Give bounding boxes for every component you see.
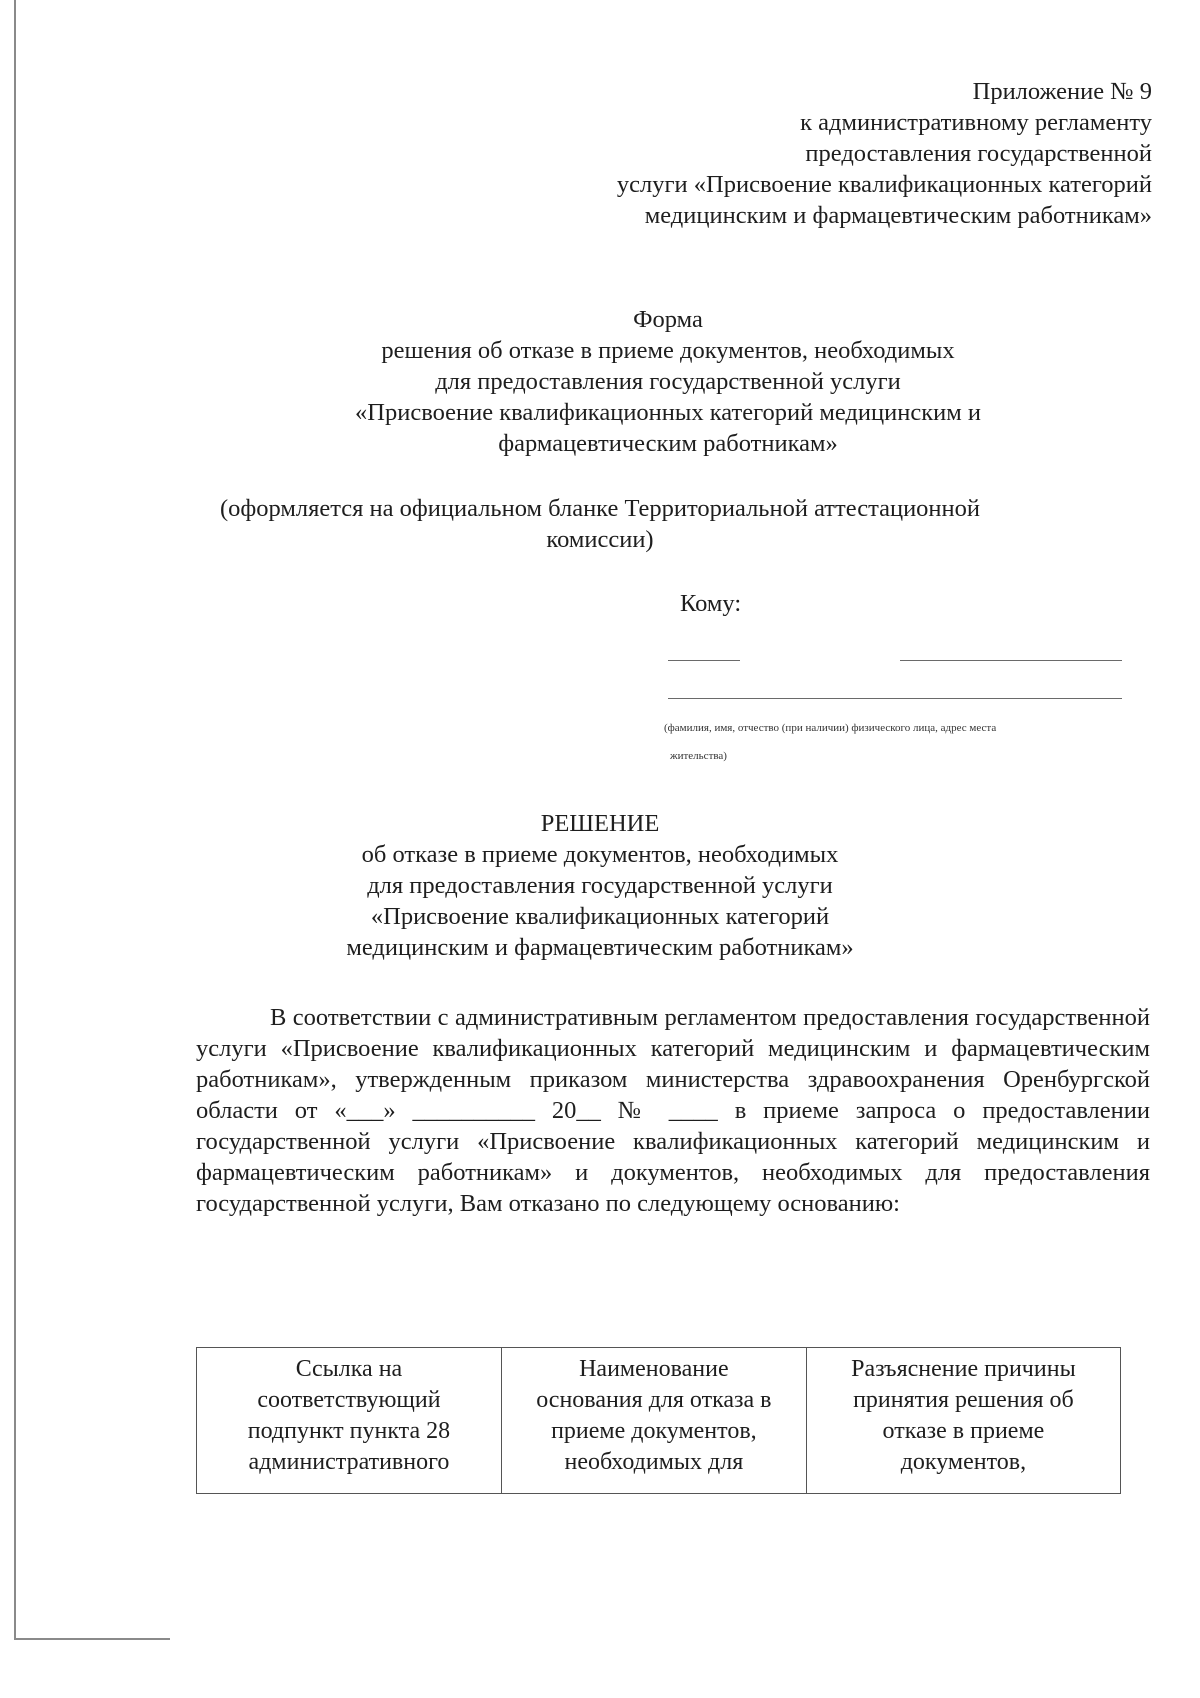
refusal-reasons-table xyxy=(196,1347,1121,1494)
header-cell-line: отказе в приеме xyxy=(882,1418,1045,1444)
appendix-line: Приложение № 9 xyxy=(972,78,1152,105)
recipient-fill-line-2 xyxy=(668,698,1122,699)
table-header-cell xyxy=(501,1348,806,1494)
header-cell-line: приеме документов, xyxy=(551,1418,757,1444)
blank-note-line: комиссии) xyxy=(546,526,654,553)
form-title xyxy=(68,304,1200,459)
blank-note-line: (оформляется на официальном бланке Территориальной аттестационной xyxy=(219,495,981,522)
decision-body-paragraph: В соответствии с административным регламентом предоставления государственной услуги «Присвоение квалификационных категорий медицинским и фармацевтическим работникам», утвержденным приказом министерства здравоохранения Оренбургской области от «___» __________ 20__ № ____ в приеме запроса о предоставлении государственной услуги «Присвоение квалификационных категорий медицинским и фармацевтическим работникам» и документов, необходимых для предоставления государственной услуги, Вам отказано по следующему основанию: xyxy=(196,1004,1150,1217)
header-cell-line: документов, xyxy=(900,1449,1027,1475)
form-title-line: для предоставления государственной услуги xyxy=(435,368,901,395)
recipient-fill-line-1a xyxy=(668,660,740,661)
decision-title-line: «Присвоение квалификационных категорий xyxy=(370,903,830,930)
decision-title-line: для предоставления государственной услуги xyxy=(367,872,833,899)
official-blank-note xyxy=(68,493,1132,555)
form-title-line: фармацевтическим работникам» xyxy=(498,430,838,457)
recipient-caption xyxy=(664,714,1164,770)
recipient-caption-line: (фамилия, имя, отчество (при наличии) физического лица, адрес места xyxy=(664,722,997,734)
header-cell-line: подпункт пункта 28 xyxy=(247,1418,451,1444)
table-header-cell xyxy=(197,1348,502,1494)
appendix-reference xyxy=(392,76,1152,231)
scan-bottom-edge xyxy=(14,1638,170,1640)
decision-title-line: об отказе в приеме документов, необходимых xyxy=(361,841,839,868)
decision-title xyxy=(68,808,1132,963)
header-cell-line: соответствующий xyxy=(257,1387,441,1413)
recipient-caption-line: жительства) xyxy=(670,750,727,762)
appendix-line: услуги «Присвоение квалификационных категорий xyxy=(616,171,1152,198)
decision-title-line: РЕШЕНИЕ xyxy=(540,810,660,837)
header-cell-line: принятия решения об xyxy=(853,1387,1074,1413)
table-header-row xyxy=(197,1348,1121,1494)
decision-title-line: медицинским и фармацевтическим работникам» xyxy=(346,934,854,961)
recipient-label: Кому: xyxy=(680,590,742,617)
header-cell-line: необходимых для xyxy=(564,1449,744,1475)
form-title-line: Форма xyxy=(633,306,703,333)
form-title-line: решения об отказе в приеме документов, необходимых xyxy=(381,337,955,364)
header-cell-line: административного xyxy=(248,1449,450,1475)
appendix-line: к административному регламенту xyxy=(800,109,1152,136)
table-header-cell xyxy=(806,1348,1120,1494)
scan-left-edge xyxy=(14,0,16,1640)
header-cell-line: Ссылка на xyxy=(295,1356,403,1382)
appendix-line: предоставления государственной xyxy=(805,140,1152,167)
header-cell-line: основания для отказа в xyxy=(536,1387,772,1413)
header-cell-line: Наименование xyxy=(579,1356,729,1382)
header-cell-line: Разъяснение причины xyxy=(851,1356,1076,1382)
form-title-line: «Присвоение квалификационных категорий медицинским и xyxy=(355,399,981,426)
recipient-fill-line-1b xyxy=(900,660,1122,661)
appendix-line: медицинским и фармацевтическим работникам» xyxy=(644,202,1152,229)
